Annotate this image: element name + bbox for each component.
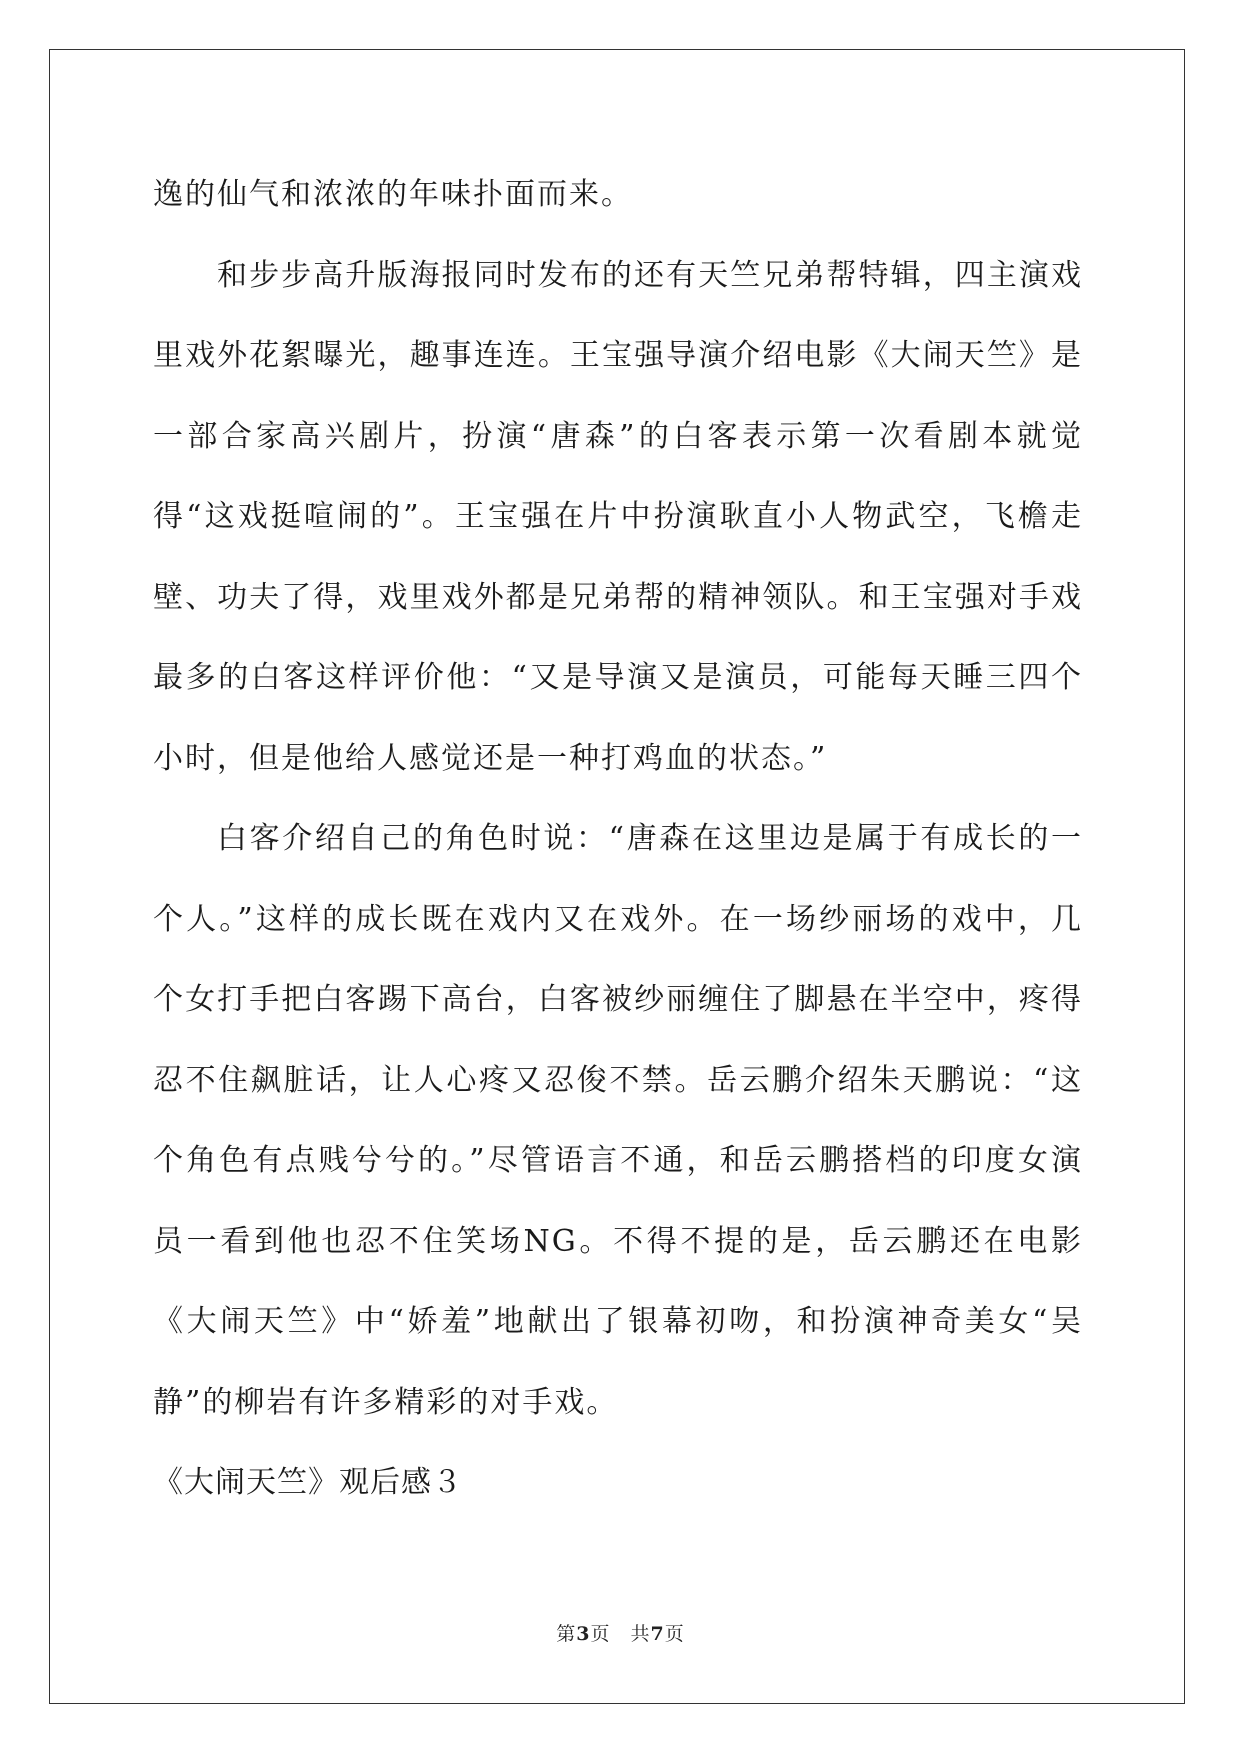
page-footer: [0, 1619, 1241, 1646]
paragraph-baike-role: 白客介绍自己的角色时说：“唐森在这里边是属于有成长的一个人。”这样的成长既在戏内又在戏外。在一场纱丽场的戏中，几个女打手把白客踢下高台，白客被纱丽缠住了脚悬在半空中，疼得忍不住飙脏话，让人心疼又忍俊不禁。岳云鹏介绍朱天鹏说：“这个角色有点贱兮兮的。”尽管语言不通，和岳云鹏搭档的印度女演员一看到他也忍不住笑场NG。不得不提的是，岳云鹏还在电影《大闹天竺》中“娇羞”地献出了银幕初吻，和扮演神奇美女“吴静”的柳岩有许多精彩的对手戏。: [153, 821, 1083, 1420]
footer-suffix: 页: [664, 1623, 685, 1645]
section-heading: 《大闹天竺》观后感３: [153, 1465, 463, 1500]
paragraph-brothers-featurette: 和步步高升版海报同时发布的还有天竺兄弟帮特辑，四主演戏里戏外花絮曝光，趣事连连。王宝强导演介绍电影《大闹天竺》是一部合家高兴剧片，扮演“唐森”的白客表示第一次看剧本就觉得“这戏挺喧闹的”。王宝强在片中扮演耿直小人物武空，飞檐走壁、功夫了得，戏里戏外都是兄弟帮的精神领队。和王宝强对手戏最多的白客这样评价他：“又是导演又是演员，可能每天睡三四个小时，但是他给人感觉还是一种打鸡血的状态。”: [153, 257, 1083, 776]
document-body: [153, 155, 1083, 1524]
footer-middle: 页 共: [590, 1623, 651, 1645]
paragraph-continuation: 逸的仙气和浓浓的年味扑面而来。: [153, 177, 633, 212]
footer-total-pages: 7: [650, 1623, 665, 1645]
footer-prefix: 第: [556, 1623, 577, 1645]
footer-page-number: 3: [576, 1623, 591, 1645]
